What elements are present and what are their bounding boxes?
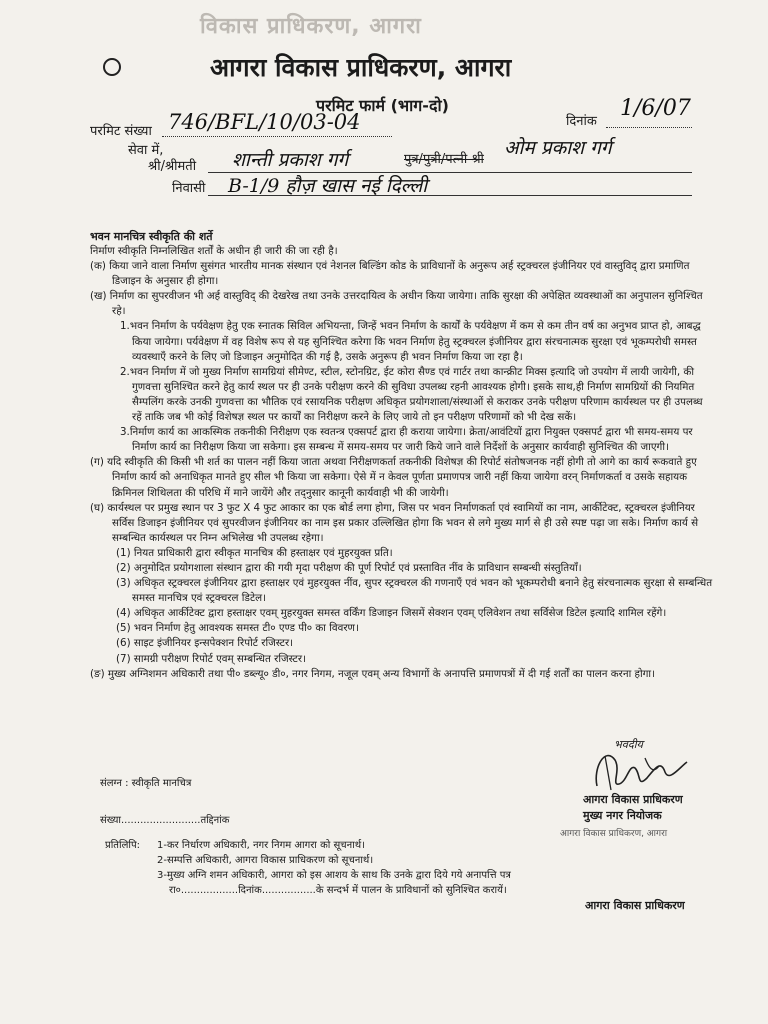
condition-paragraph: (क) किया जाने वाला निर्माण सुसंगत भारतीय मानक संस्थान एवं नेशनल बिल्डिंग कोड के प्राविधानों के अनुरूप अर्ह स्ट्रक्चरल इंजीनियर एवं वास्तुविद् द्वारा प्रमाणित डिजाइन के अनुसार ही होगा।	[90, 260, 690, 288]
footer-authority: आगरा विकास प्राधिकरण	[585, 899, 685, 912]
condition-paragraph: 1.भवन निर्माण के पर्यवेक्षण हेतु एक स्नातक सिविल अभियन्ता, जिन्हें भवन निर्माण के कार्यों के पर्यवेक्षण में कम से कम तीन वर्ष का अनुभव प्राप्त हो, आबद्ध किया जायेगा। पर्यवेक्षण में वह विशेष रूप से यह सुनिश्चित करेगा कि भवन निर्माण हेतु स्ट्रक्चरल इंजीनियर द्वारा संरचनात्मक सुरक्षा एवं भूकम्परोधी समस्त व्यवस्थाएँ करने के लिए जो डिजाइन अनुमोदित की गई है, उसके अनुरूप ही भवन निर्माण किया जा रहा है।	[120, 320, 701, 363]
handwritten-signature	[575, 738, 695, 798]
enclosure-line: संलग्न : स्वीकृति मानचित्र	[100, 778, 192, 789]
relation-label: पुत्र/पुत्री/पत्नी श्री	[404, 152, 484, 167]
conditions-body	[90, 244, 715, 682]
seva-label: सेवा में,	[128, 143, 164, 158]
condition-paragraph: (ङ) मुख्य अग्निशमन अधिकारी तथा पी० डब्ल्यू० डी०, नगर निगम, नजूल एवम् अन्य विभागों के अनापत्ति प्रमाणपत्रों में दी गई शर्तों का पालन करना होगा।	[90, 667, 656, 680]
copy-to-item: 3-मुख्य अग्नि शमन अधिकारी, आगरा को इस आशय के साथ कि उनके द्वारा दिये गये अनापत्ति पत्र	[157, 870, 511, 881]
condition-paragraph: (घ) कार्यस्थल पर प्रमुख स्थान पर 3 फुट X 4 फुट आकार का एक बोर्ड लगा होगा, जिस पर भवन निर्माणकर्ता एवं स्वामियों का नाम, आर्कीटेक्ट, स्ट्रक्चरल इंजीनियर सर्विस डिजाइन इंजीनियर एवं सुपरवीजन इंजीनियर का नाम इस प्रकार उल्लिखित होगा कि भवन से लगे मुख्य मार्ग से ही उसे स्पष्ट पढ़ा जा सके। निर्माण कार्य से सम्बन्धित कार्यस्थल पर निम्न अभिलेख भी उपलब्ध रहेगा।	[90, 501, 699, 544]
condition-paragraph: (5) भवन निर्माण हेतु आवश्यक समस्त टी० एण्ड पी० का विवरण।	[116, 622, 359, 635]
condition-paragraph: (ग) यदि स्वीकृति की किसी भी शर्त का पालन नहीं किया जाता अथवा निरीक्षणकर्ता तकनीकी विशेषज्ञ की रिपोर्ट संतोषजनक नहीं होगी तो आगे का कार्य रूकवाते हुए निर्माण कार्य को अनाधिकृत मानते हुए सील भी किया जा सकेगा। ऐसे में न केवल पूर्णता प्रमाणपत्र जारी नहीं किया जायेगा वरन् निर्माणकर्ता व उसके सहायक क्रिमिनल शिथिलता की परिधि में माने जायेंगे और तद्नुसार कानूनी कार्यवाही भी की जायेगी।	[90, 456, 697, 499]
copy-to-item: रा०..................दिनांक.................के सन्दर्भ में पालन के प्राविधानों को सुनिश्चित करायें।	[169, 885, 507, 896]
date-value: 1/6/07	[620, 96, 691, 121]
condition-paragraph: (1) नियत प्राधिकारी द्वारा स्वीकृत मानचित्र की हस्ताक्षर एवं मुहरयुक्त प्रति।	[116, 546, 393, 559]
address-line	[208, 195, 692, 196]
copy-to-item: 2-सम्पत्ति अधिकारी, आगरा विकास प्राधिकरण को सूचनार्थ।	[157, 855, 374, 866]
address-label: निवासी	[172, 181, 206, 196]
date-label: दिनांक	[566, 114, 597, 129]
sign-dept-line2: मुख्य नगर नियोजक	[583, 809, 662, 822]
sign-dept-line3: आगरा विकास प्राधिकरण, आगरा	[560, 829, 668, 839]
copy-to-label: प्रतिलिपि:	[105, 840, 140, 851]
condition-paragraph: (ख) निर्माण का सुपरवीजन भी अर्ह वास्तुविद् की देखरेख तथा उनके उत्तरदायित्व के अधीन किया जायेगा। ताकि सुरक्षा की अपेक्षित व्यवस्थाओं का अनुपालन सुनिश्चित रहे।	[90, 290, 703, 318]
condition-paragraph: 3.निर्माण कार्य का आकस्मिक तकनीकी निरीक्षण एक स्वतन्त्र एक्सपर्ट द्वारा ही कराया जायेगा। क्रेता/आवंटियों द्वारा नियुक्त एक्सपर्ट द्वारा भी समय-समय पर निर्माण कार्य का निरीक्षण किया जा सकेगा। इस सम्बन्ध में समय-समय पर जारी किये जाने वाले निर्देशों के अनुसार कार्यवाही सुनिश्चित की जाएगी।	[120, 426, 693, 454]
condition-paragraph: (2) अनुमोदित प्रयोगशाला संस्थान द्वारा की गयी मृदा परीक्षण की पूर्ण रिपोर्ट एवं प्रस्तावित नींव के प्राविधान सम्बन्धी संस्तुतियाँ।	[116, 561, 582, 574]
condition-paragraph: (3) अधिकृत स्ट्रक्चरल इंजीनियर द्वारा हस्ताक्षर एवं मुहरयुक्त नींव, सुपर स्ट्रक्चरल की गणनाएँ एवं भवन को भूकम्परोधी बनाने हेतु संरचनात्मक सुरक्षा से सम्बन्धित समस्त मानचित्र एवं स्ट्रक्चरल डिटेल।	[116, 577, 713, 605]
permit-number-label: परमिट संख्या	[90, 124, 152, 139]
copy-to-list	[157, 838, 511, 898]
sincerely-label: भवदीय	[614, 738, 643, 751]
punch-hole-icon	[103, 58, 121, 76]
name-value: शान्ती प्रकाश गर्ग	[232, 149, 349, 171]
permit-number-value: 746/BFL/10/03-04	[168, 110, 361, 134]
relation-value: ओम प्रकाश गर्ग	[504, 137, 612, 159]
copy-to-item: 1-कर निर्धारण अधिकारी, नगर निगम आगरा को सूचनार्थ।	[157, 840, 365, 851]
copy-to-section	[105, 838, 511, 896]
date-line	[606, 127, 692, 128]
condition-paragraph: निर्माण स्वीकृति निम्नलिखित शर्तों के अधीन ही जारी की जा रही है।	[90, 245, 338, 257]
document-subtitle: परमिट फार्म (भाग-दो)	[316, 96, 449, 115]
permit-number-line	[162, 136, 392, 137]
reference-number-line: संख्या.........................तद्दिनांक	[100, 815, 230, 826]
condition-paragraph: (4) अधिकृत आर्कीटेक्ट द्वारा हस्ताक्षर एवम् मुहरयुक्त समस्त वर्किंग डिजाइन जिसमें सेक्शन एवम् एलिवेशन तथा सर्विसेज डिटेल इत्यादि शामिल रहेंगे।	[116, 607, 667, 620]
address-value: B-1/9 हौज़ खास नई दिल्ली	[228, 175, 428, 197]
name-label: श्री/श्रीमती	[148, 159, 197, 174]
condition-paragraph: 2.भवन निर्माण में जो मुख्य निर्माण सामग्रियां सीमेण्ट, स्टील, स्टोनग्रिट, ईट कोरा सैण्ड एवं गार्टर तथा कान्क्रीट मिक्स इत्यादि जो उपयोग में लायी जायेगी, की गुणवत्ता सुनिश्चित करने हेतु कार्य स्थल पर ही उनके परीक्षण करने की सुविधा उपलब्ध रहनी आवश्यक होगी। इसके साथ,ही निर्माण सामग्रियों की नियमित सैम्पलिंग करके उनकी गुणवत्ता का भौतिक एवं रसायनिक परीक्षण अधिकृत प्रयोगशाला/संस्थाओं से कराकर उनके परीक्षण परिणाम कार्यस्थल पर ही उपलब्ध रहें ताकि जब भी कोई विशेषज्ञ स्थल पर कार्यों का निरीक्षण करने के लिए जाये तो इन परीक्षण परिणामों को भी देख सकें।	[120, 365, 703, 424]
condition-paragraph: (7) सामग्री परीक्षण रिपोर्ट एवम् सम्बन्धित रजिस्टर।	[116, 652, 306, 665]
condition-paragraph: (6) साइट इंजीनियर इन्सपेक्शन रिपोर्ट रजिस्टर।	[116, 637, 294, 650]
conditions-heading: भवन मानचित्र स्वीकृति की शर्ते	[90, 230, 213, 243]
document-title: आगरा विकास प्राधिकरण, आगरा	[210, 53, 512, 82]
faded-stamp: विकास प्राधिकरण, आगरा	[200, 14, 422, 39]
sign-dept-line1: आगरा विकास प्राधिकरण	[583, 793, 683, 806]
